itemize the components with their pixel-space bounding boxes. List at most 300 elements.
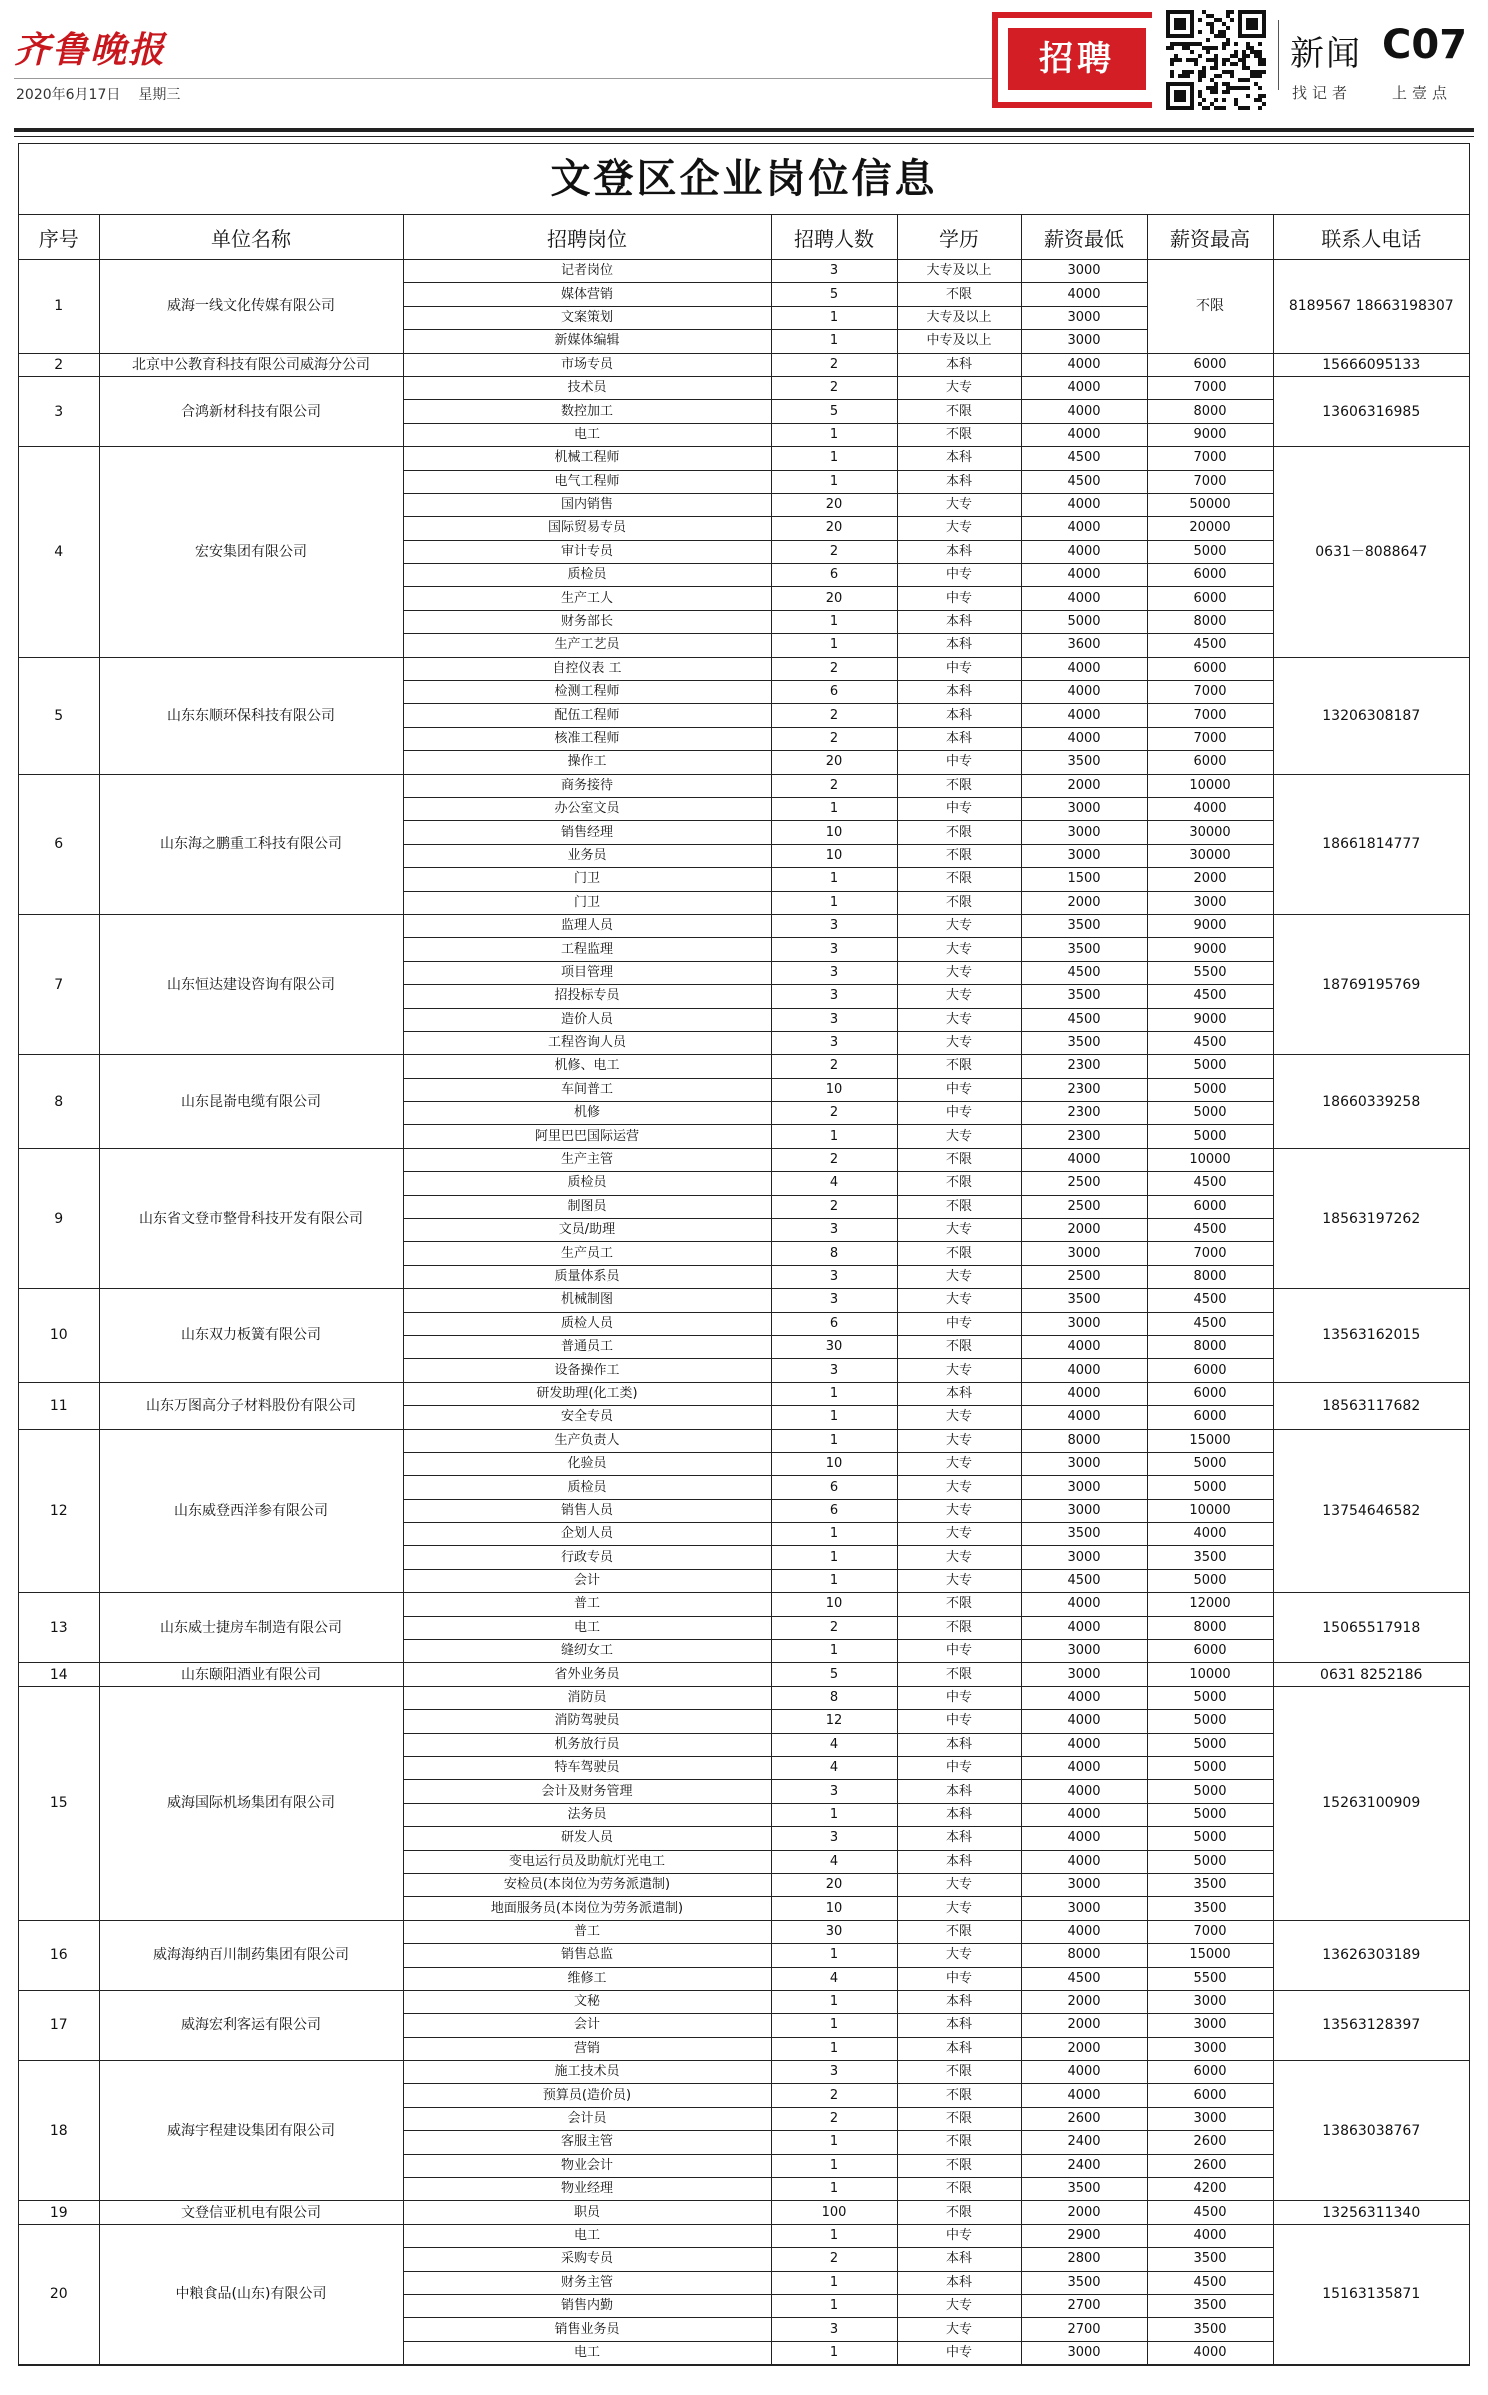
salary-max: 2600 [1147, 2131, 1273, 2154]
salary-max: 6000 [1147, 353, 1273, 376]
company-name: 合鸿新材科技有限公司 [99, 376, 403, 446]
job-board [18, 143, 1470, 2366]
job-title: 门卫 [403, 891, 771, 914]
job-count: 3 [771, 1289, 897, 1312]
page-rule-thin [14, 136, 1474, 137]
header-position: 招聘岗位 [403, 215, 771, 260]
salary-max: 4000 [1147, 2341, 1273, 2364]
salary-min: 4000 [1021, 1710, 1147, 1733]
job-count: 1 [771, 868, 897, 891]
weekday-text: 星期三 [138, 87, 181, 103]
job-title: 会计 [403, 2014, 771, 2037]
job-title: 消防驾驶员 [403, 1710, 771, 1733]
job-count: 10 [771, 1897, 897, 1920]
table-row [19, 260, 1469, 283]
salary-max: 不限 [1147, 260, 1273, 354]
salary-min: 4000 [1021, 1382, 1147, 1405]
contact-phone: 18563197262 [1273, 1148, 1469, 1288]
job-title: 制图员 [403, 1195, 771, 1218]
job-title: 职员 [403, 2201, 771, 2224]
job-count: 2 [771, 727, 897, 750]
salary-min: 4500 [1021, 1967, 1147, 1990]
salary-max: 5000 [1147, 1476, 1273, 1499]
salary-min: 4000 [1021, 1593, 1147, 1616]
job-title: 电工 [403, 2224, 771, 2247]
company-name: 宏安集团有限公司 [99, 447, 403, 658]
job-education: 本科 [897, 704, 1021, 727]
job-title: 特车驾驶员 [403, 1757, 771, 1780]
salary-max: 6000 [1147, 2061, 1273, 2084]
salary-min: 4000 [1021, 1920, 1147, 1943]
salary-max: 6000 [1147, 751, 1273, 774]
job-count: 1 [771, 2271, 897, 2294]
job-count: 3 [771, 2318, 897, 2341]
job-education: 大专 [897, 1499, 1021, 1522]
job-education: 本科 [897, 1850, 1021, 1873]
job-education: 不限 [897, 1663, 1021, 1686]
salary-min: 4000 [1021, 1686, 1147, 1709]
job-education: 中专 [897, 751, 1021, 774]
salary-max: 7000 [1147, 447, 1273, 470]
table-row [19, 2224, 1469, 2247]
salary-max: 4500 [1147, 1031, 1273, 1054]
job-title: 检测工程师 [403, 681, 771, 704]
salary-min: 3000 [1021, 260, 1147, 283]
header-salary-max: 薪资最高 [1147, 215, 1273, 260]
job-count: 1 [771, 797, 897, 820]
salary-max: 5000 [1147, 1733, 1273, 1756]
job-education: 大专 [897, 1546, 1021, 1569]
job-count: 10 [771, 1593, 897, 1616]
job-count: 4 [771, 1172, 897, 1195]
page-number: C07 [1382, 22, 1468, 68]
salary-max: 8000 [1147, 610, 1273, 633]
job-education: 中专 [897, 1078, 1021, 1101]
salary-max: 7000 [1147, 376, 1273, 399]
job-title: 消防员 [403, 1686, 771, 1709]
salary-min: 3000 [1021, 1499, 1147, 1522]
job-education: 本科 [897, 540, 1021, 563]
job-education: 大专 [897, 1031, 1021, 1054]
job-title: 文案策划 [403, 306, 771, 329]
company-name: 威海宏利客运有限公司 [99, 1990, 403, 2060]
salary-min: 4000 [1021, 1733, 1147, 1756]
job-count: 1 [771, 610, 897, 633]
row-number: 8 [19, 1055, 99, 1149]
salary-min: 8000 [1021, 1944, 1147, 1967]
salary-max: 2600 [1147, 2154, 1273, 2177]
row-number: 4 [19, 447, 99, 658]
salary-min: 2500 [1021, 1195, 1147, 1218]
salary-max: 20000 [1147, 517, 1273, 540]
salary-max: 6000 [1147, 657, 1273, 680]
company-name: 山东威登西洋参有限公司 [99, 1429, 403, 1593]
job-count: 100 [771, 2201, 897, 2224]
job-education: 大专 [897, 2318, 1021, 2341]
job-count: 10 [771, 1078, 897, 1101]
salary-max: 7000 [1147, 470, 1273, 493]
contact-phone: 18563117682 [1273, 1382, 1469, 1429]
job-count: 1 [771, 1944, 897, 1967]
job-title: 预算员(造价员) [403, 2084, 771, 2107]
table-row [19, 1055, 1469, 1078]
salary-max: 3000 [1147, 2107, 1273, 2130]
job-count: 2 [771, 2248, 897, 2271]
job-count: 1 [771, 2224, 897, 2247]
job-education: 中专 [897, 1757, 1021, 1780]
salary-max: 5000 [1147, 1055, 1273, 1078]
salary-max: 9000 [1147, 423, 1273, 446]
job-title: 物业会计 [403, 2154, 771, 2177]
contact-phone: 18660339258 [1273, 1055, 1469, 1149]
job-title: 造价人员 [403, 1008, 771, 1031]
job-count: 1 [771, 1990, 897, 2013]
salary-max: 5000 [1147, 1569, 1273, 1592]
job-title: 质检员 [403, 564, 771, 587]
job-education: 大专 [897, 1523, 1021, 1546]
salary-max: 3500 [1147, 2318, 1273, 2341]
job-education: 本科 [897, 1990, 1021, 2013]
row-number: 2 [19, 353, 99, 376]
row-number: 19 [19, 2201, 99, 2224]
salary-min: 2500 [1021, 1265, 1147, 1288]
job-education: 大专 [897, 1476, 1021, 1499]
salary-min: 4500 [1021, 470, 1147, 493]
salary-min: 2300 [1021, 1078, 1147, 1101]
job-education: 大专 [897, 1125, 1021, 1148]
job-count: 5 [771, 283, 897, 306]
job-count: 5 [771, 400, 897, 423]
job-count: 20 [771, 1873, 897, 1896]
job-education: 不限 [897, 1195, 1021, 1218]
job-education: 大专 [897, 1359, 1021, 1382]
job-title: 操作工 [403, 751, 771, 774]
job-title: 国内销售 [403, 493, 771, 516]
job-education: 大专 [897, 1452, 1021, 1475]
job-count: 1 [771, 423, 897, 446]
job-education: 大专 [897, 1569, 1021, 1592]
salary-max: 4000 [1147, 2224, 1273, 2247]
salary-min: 2900 [1021, 2224, 1147, 2247]
table-row [19, 1990, 1469, 2013]
salary-min: 3000 [1021, 821, 1147, 844]
row-number: 15 [19, 1686, 99, 1920]
job-count: 10 [771, 844, 897, 867]
job-title: 机修、电工 [403, 1055, 771, 1078]
job-education: 大专 [897, 2294, 1021, 2317]
job-title: 研发人员 [403, 1827, 771, 1850]
salary-max: 5000 [1147, 1125, 1273, 1148]
job-title: 机械制图 [403, 1289, 771, 1312]
salary-min: 4500 [1021, 1569, 1147, 1592]
job-title: 普工 [403, 1593, 771, 1616]
table-row [19, 1289, 1469, 1312]
salary-max: 4500 [1147, 985, 1273, 1008]
page-rule-thick [14, 128, 1474, 132]
job-count: 3 [771, 938, 897, 961]
table-row [19, 1382, 1469, 1405]
salary-min: 3000 [1021, 1476, 1147, 1499]
salary-min: 2500 [1021, 1172, 1147, 1195]
salary-max: 5000 [1147, 1710, 1273, 1733]
salary-min: 3000 [1021, 1242, 1147, 1265]
table-row [19, 2061, 1469, 2084]
row-number: 10 [19, 1289, 99, 1383]
job-education: 本科 [897, 2271, 1021, 2294]
job-title: 审计专员 [403, 540, 771, 563]
salary-max: 4500 [1147, 634, 1273, 657]
job-education: 本科 [897, 1780, 1021, 1803]
job-count: 2 [771, 2107, 897, 2130]
salary-max: 50000 [1147, 493, 1273, 516]
salary-min: 4000 [1021, 1616, 1147, 1639]
job-education: 中专 [897, 1102, 1021, 1125]
job-title: 安检员(本岗位为劳务派遣制) [403, 1873, 771, 1896]
job-education: 本科 [897, 1733, 1021, 1756]
job-count: 20 [771, 751, 897, 774]
row-number: 12 [19, 1429, 99, 1593]
masthead [0, 0, 1488, 130]
salary-max: 4500 [1147, 1219, 1273, 1242]
salary-min: 2800 [1021, 2248, 1147, 2271]
job-title: 监理人员 [403, 914, 771, 937]
salary-min: 2400 [1021, 2131, 1147, 2154]
salary-min: 2600 [1021, 2107, 1147, 2130]
job-education: 本科 [897, 447, 1021, 470]
salary-min: 4000 [1021, 704, 1147, 727]
job-education: 中专 [897, 564, 1021, 587]
job-education: 不限 [897, 2154, 1021, 2177]
table-row [19, 1148, 1469, 1171]
job-title: 记者岗位 [403, 260, 771, 283]
salary-max: 6000 [1147, 1406, 1273, 1429]
company-name: 山东恒达建设咨询有限公司 [99, 914, 403, 1054]
salary-max: 4500 [1147, 1312, 1273, 1335]
header-education: 学历 [897, 215, 1021, 260]
salary-max: 6000 [1147, 1640, 1273, 1663]
contact-phone: 13563162015 [1273, 1289, 1469, 1383]
salary-min: 3000 [1021, 1640, 1147, 1663]
job-title: 国际贸易专员 [403, 517, 771, 540]
job-title: 省外业务员 [403, 1663, 771, 1686]
salary-min: 3000 [1021, 1546, 1147, 1569]
job-title: 维修工 [403, 1967, 771, 1990]
job-education: 大专 [897, 961, 1021, 984]
newspaper-logo: 齐鲁晚报 [14, 29, 167, 71]
job-title: 自控仪表 工 [403, 657, 771, 680]
table-row [19, 1429, 1469, 1452]
salary-min: 4000 [1021, 1780, 1147, 1803]
salary-min: 4500 [1021, 447, 1147, 470]
job-education: 大专及以上 [897, 260, 1021, 283]
salary-max: 6000 [1147, 2084, 1273, 2107]
job-education: 不限 [897, 423, 1021, 446]
job-title: 普通员工 [403, 1335, 771, 1358]
job-count: 10 [771, 821, 897, 844]
salary-min: 4500 [1021, 1008, 1147, 1031]
job-count: 30 [771, 1920, 897, 1943]
job-count: 6 [771, 1476, 897, 1499]
salary-min: 3500 [1021, 751, 1147, 774]
salary-min: 3000 [1021, 797, 1147, 820]
company-name: 文登信亚机电有限公司 [99, 2201, 403, 2224]
salary-min: 4000 [1021, 1827, 1147, 1850]
salary-max: 3000 [1147, 891, 1273, 914]
job-count: 2 [771, 704, 897, 727]
salary-min: 3000 [1021, 1873, 1147, 1896]
salary-max: 3500 [1147, 2294, 1273, 2317]
company-name: 山东双力板簧有限公司 [99, 1289, 403, 1383]
salary-max: 10000 [1147, 1663, 1273, 1686]
salary-min: 3500 [1021, 914, 1147, 937]
salary-min: 3500 [1021, 1031, 1147, 1054]
salary-max: 7000 [1147, 681, 1273, 704]
job-count: 2 [771, 1616, 897, 1639]
job-title: 质量体系员 [403, 1265, 771, 1288]
job-education: 本科 [897, 1382, 1021, 1405]
salary-min: 4000 [1021, 1359, 1147, 1382]
job-count: 3 [771, 985, 897, 1008]
table-row [19, 447, 1469, 470]
job-title: 生产主管 [403, 1148, 771, 1171]
job-title: 核准工程师 [403, 727, 771, 750]
salary-min: 4000 [1021, 353, 1147, 376]
job-title: 工程监理 [403, 938, 771, 961]
salary-max: 5000 [1147, 1757, 1273, 1780]
salary-min: 4500 [1021, 961, 1147, 984]
row-number: 5 [19, 657, 99, 774]
salary-max: 7000 [1147, 704, 1273, 727]
row-number: 1 [19, 260, 99, 354]
job-count: 4 [771, 1733, 897, 1756]
salary-min: 4000 [1021, 587, 1147, 610]
job-title: 销售经理 [403, 821, 771, 844]
job-title: 市场专员 [403, 353, 771, 376]
job-education: 大专 [897, 1429, 1021, 1452]
company-name: 山东颐阳酒业有限公司 [99, 1663, 403, 1686]
job-count: 3 [771, 1265, 897, 1288]
salary-max: 10000 [1147, 774, 1273, 797]
salary-min: 4000 [1021, 400, 1147, 423]
job-count: 3 [771, 1008, 897, 1031]
contact-phone: 18661814777 [1273, 774, 1469, 914]
salary-min: 4000 [1021, 283, 1147, 306]
job-title: 销售内勤 [403, 2294, 771, 2317]
salary-max: 9000 [1147, 938, 1273, 961]
contact-phone: 15065517918 [1273, 1593, 1469, 1663]
job-count: 2 [771, 657, 897, 680]
salary-max: 4500 [1147, 1172, 1273, 1195]
table-row [19, 914, 1469, 937]
salary-min: 2000 [1021, 2201, 1147, 2224]
table-body [19, 260, 1469, 2365]
job-education: 不限 [897, 774, 1021, 797]
job-count: 2 [771, 1055, 897, 1078]
contact-phone: 15263100909 [1273, 1686, 1469, 1920]
salary-min: 5000 [1021, 610, 1147, 633]
row-number: 11 [19, 1382, 99, 1429]
job-count: 1 [771, 2341, 897, 2364]
job-title: 企划人员 [403, 1523, 771, 1546]
job-title: 电气工程师 [403, 470, 771, 493]
salary-min: 4000 [1021, 1757, 1147, 1780]
salary-min: 3000 [1021, 1897, 1147, 1920]
job-education: 不限 [897, 1616, 1021, 1639]
company-name: 北京中公教育科技有限公司威海分公司 [99, 353, 403, 376]
job-count: 6 [771, 564, 897, 587]
job-count: 1 [771, 2294, 897, 2317]
header-count: 招聘人数 [771, 215, 897, 260]
job-title: 商务接待 [403, 774, 771, 797]
contact-phone: 13563128397 [1273, 1990, 1469, 2060]
salary-min: 4000 [1021, 1803, 1147, 1826]
job-education: 不限 [897, 1335, 1021, 1358]
job-title: 配伍工程师 [403, 704, 771, 727]
salary-min: 4000 [1021, 2084, 1147, 2107]
job-education: 本科 [897, 2014, 1021, 2037]
salary-min: 4000 [1021, 376, 1147, 399]
job-count: 1 [771, 1546, 897, 1569]
job-title: 普工 [403, 1920, 771, 1943]
job-title: 销售总监 [403, 1944, 771, 1967]
row-number: 17 [19, 1990, 99, 2060]
job-education: 大专 [897, 1897, 1021, 1920]
salary-max: 5000 [1147, 1686, 1273, 1709]
table-header-row [19, 215, 1469, 260]
job-education: 不限 [897, 868, 1021, 891]
contact-phone: 13754646582 [1273, 1429, 1469, 1593]
salary-max: 6000 [1147, 1382, 1273, 1405]
job-count: 2 [771, 540, 897, 563]
salary-min: 4000 [1021, 1406, 1147, 1429]
job-count: 2 [771, 353, 897, 376]
job-education: 不限 [897, 2107, 1021, 2130]
salary-min: 3500 [1021, 2271, 1147, 2294]
contact-phone: 18769195769 [1273, 914, 1469, 1054]
job-count: 3 [771, 1031, 897, 1054]
job-count: 30 [771, 1335, 897, 1358]
job-title: 项目管理 [403, 961, 771, 984]
salary-max: 4500 [1147, 1289, 1273, 1312]
job-education: 大专 [897, 985, 1021, 1008]
job-title: 质检员 [403, 1172, 771, 1195]
job-education: 本科 [897, 2037, 1021, 2060]
job-education: 本科 [897, 353, 1021, 376]
job-count: 3 [771, 1780, 897, 1803]
job-education: 中专 [897, 587, 1021, 610]
salary-max: 5000 [1147, 1102, 1273, 1125]
job-education: 本科 [897, 470, 1021, 493]
job-title: 会计及财务管理 [403, 1780, 771, 1803]
salary-max: 6000 [1147, 1359, 1273, 1382]
salary-min: 4000 [1021, 1850, 1147, 1873]
job-education: 不限 [897, 400, 1021, 423]
table-row [19, 1686, 1469, 1709]
job-count: 3 [771, 1359, 897, 1382]
job-title: 地面服务员(本岗位为劳务派遣制) [403, 1897, 771, 1920]
job-education: 不限 [897, 2061, 1021, 2084]
job-count: 5 [771, 1663, 897, 1686]
salary-min: 2300 [1021, 1102, 1147, 1125]
row-number: 6 [19, 774, 99, 914]
job-title: 技术员 [403, 376, 771, 399]
job-title: 生产负责人 [403, 1429, 771, 1452]
job-count: 10 [771, 1452, 897, 1475]
salary-min: 3000 [1021, 844, 1147, 867]
job-count: 2 [771, 2084, 897, 2107]
salary-min: 4000 [1021, 517, 1147, 540]
row-number: 9 [19, 1148, 99, 1288]
